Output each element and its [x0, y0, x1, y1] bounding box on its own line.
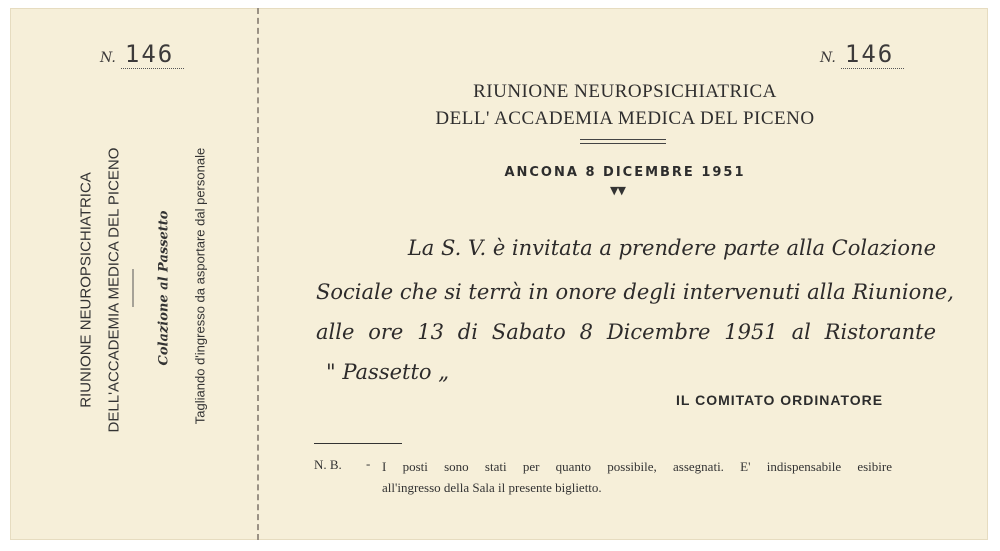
stub-title-line-2: DELL'ACCADEMIA MEDICA DEL PICENO [105, 147, 123, 433]
header-line-2: DELL' ACCADEMIA MEDICA DEL PICENO [435, 108, 815, 129]
header [400, 78, 850, 132]
invitation-line-3: alle ore 13 di Sabato 8 Dicembre 1951 al Ristorante [316, 320, 936, 344]
perforation-line [257, 8, 259, 540]
invitation-line-2: Sociale che si terrà in onore degli intervenuti alla Riunione, [316, 280, 954, 304]
invitation-line-1: La S. V. è invitata a prendere parte alla Colazione [407, 236, 936, 260]
note-dash: - [366, 456, 371, 471]
triangle-ornament-icon: ▼▼ [610, 184, 625, 197]
note-label: N. B. [314, 457, 342, 472]
stub-number [100, 40, 184, 69]
note-line-1: I posti sono stati per quanto possibile, assegnati. E' indispensabile esibire [382, 459, 892, 474]
stub-title-line-1: RIUNIONE NEUROPSICHIATRICA [77, 172, 95, 408]
stub-coupon-label: Colazione al Passetto [156, 210, 172, 366]
main-number [820, 40, 904, 69]
place-date: ANCONA 8 DICEMBRE 1951 [504, 165, 746, 180]
committee-signature: IL COMITATO ORDINATORE [676, 392, 884, 408]
note-text [382, 456, 942, 498]
header-double-rule [580, 139, 666, 144]
stub-coupon-note: Tagliando d'ingresso da asportare dal personale [192, 147, 208, 425]
header-line-1: RIUNIONE NEUROPSICHIATRICA [473, 81, 777, 102]
stub-number-prefix: N. [100, 50, 116, 66]
main-number-prefix: N. [820, 50, 836, 66]
stub-number-value: 146 [121, 40, 184, 69]
stub-divider [133, 269, 134, 307]
invitation-line-4: " Passetto „ [326, 360, 450, 384]
note-line-2: all'ingresso della Sala il presente biglietto. [382, 480, 602, 495]
note-rule [314, 443, 402, 444]
main-number-value: 146 [841, 40, 904, 69]
